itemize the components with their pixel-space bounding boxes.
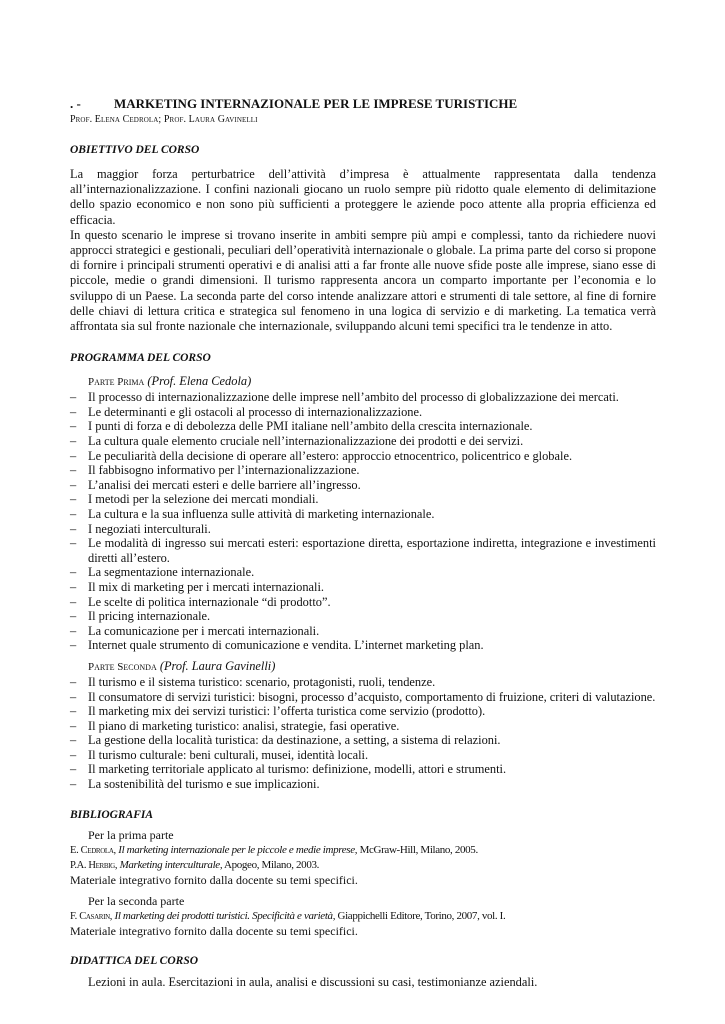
list-item xyxy=(70,733,656,748)
bib-author: F. Casarin, xyxy=(70,910,113,922)
list-item-text: La cultura quale elemento cruciale nell’internazionalizzazione dei prodotti e dei servizi. xyxy=(88,434,524,449)
list-item-text: La gestione della località turistica: da destinazione, a setting, a sistema di relazioni. xyxy=(88,733,501,748)
section-heading-programma: PROGRAMMA DEL CORSO xyxy=(70,352,211,365)
parte-prima-heading xyxy=(88,374,656,390)
dash-marker: – xyxy=(70,704,77,719)
list-item-text: L’analisi dei mercati esteri e delle barriere all’ingresso. xyxy=(88,477,361,492)
parte-seconda-label: Parte Seconda xyxy=(88,660,157,673)
list-item xyxy=(70,478,656,493)
list-item xyxy=(70,609,656,624)
list-item xyxy=(70,463,656,478)
dash-marker: – xyxy=(70,762,77,777)
list-item xyxy=(70,675,656,690)
list-item xyxy=(70,492,656,507)
didattica-text: Lezioni in aula. Esercitazioni in aula, analisi e discussioni su casi, testimonianze aziendali. xyxy=(88,974,538,989)
list-item xyxy=(70,390,656,405)
bib-author: E. Cedrola, xyxy=(70,844,116,856)
dash-marker: – xyxy=(70,718,77,733)
bib-title: Il marketing internazionale per le piccole e medie imprese, xyxy=(118,843,358,856)
list-item-text: La segmentazione internazionale. xyxy=(88,565,255,580)
bib-publisher: McGraw-Hill, Milano, 2005. xyxy=(359,843,478,856)
dash-marker: – xyxy=(70,579,77,594)
bib-entry-herbig xyxy=(70,858,656,873)
dash-marker: – xyxy=(70,390,77,405)
list-item-text: Il marketing mix dei servizi turistici: l’offerta turistica come servizio (prodotto). xyxy=(88,704,486,719)
bib-note-seconda: Materiale integrativo fornito dalla docente su temi specifici. xyxy=(70,923,358,938)
list-item-text: Il processo di internazionalizzazione delle imprese nell’ambito del processo di globalizzazione dei mercati. xyxy=(88,390,619,405)
dash-marker: – xyxy=(70,448,77,463)
list-item xyxy=(70,565,656,580)
section-heading-bibliografia: BIBLIOGRAFIA xyxy=(70,808,154,821)
list-item xyxy=(70,638,656,653)
list-item-text: Le scelte di politica internazionale “di prodotto”. xyxy=(88,594,331,609)
list-item xyxy=(70,777,656,792)
list-item xyxy=(70,580,656,595)
list-item-text: I negoziati interculturali. xyxy=(88,521,211,536)
list-item-text: I metodi per la selezione dei mercati mondiali. xyxy=(88,492,319,507)
list-item xyxy=(70,595,656,610)
bib-title: Marketing interculturale, xyxy=(119,858,223,871)
list-item-text: Il mix di marketing per i mercati internazionali. xyxy=(88,579,325,594)
list-item-text: Internet quale strumento di comunicazione e vendita. L’internet marketing plan. xyxy=(88,638,484,653)
dash-marker: – xyxy=(70,536,77,551)
dash-marker: – xyxy=(70,594,77,609)
list-item xyxy=(70,719,656,734)
dash-marker: – xyxy=(70,674,77,689)
list-item-text: Le peculiarità della decisione di operare all’estero: approccio etnocentrico, policentrico e globale. xyxy=(88,448,573,463)
bib-note-prima: Materiale integrativo fornito dalla docente su temi specifici. xyxy=(70,872,358,887)
dash-marker: – xyxy=(70,777,77,792)
list-item xyxy=(70,522,656,537)
list-item xyxy=(70,405,656,420)
list-item xyxy=(70,434,656,449)
dash-marker: – xyxy=(70,521,77,536)
list-item-text: I punti di forza e di debolezza delle PMI italiane nell’ambito della crescita internazionale. xyxy=(88,419,533,434)
obiettivo-paragraph-1: La maggior forza perturbatrice dell’attività d’impresa è attualmente rappresentata dalla tendenza all’internazionalizzazione. I confini nazionali giocano un ruolo sempre più ridotto quale elemento di delimitazione dello spazio economico e non sono più sufficienti a proteggere le aziende poco attente alla propria efficienza ed efficacia. xyxy=(70,167,656,227)
parte-prima-label: Parte Prima xyxy=(88,376,145,389)
course-title: MARKETING INTERNAZIONALE PER LE IMPRESE TURISTICHE xyxy=(114,96,518,111)
bib-title: Il marketing dei prodotti turistici. Specificità e varietà, xyxy=(114,909,336,922)
list-item xyxy=(70,624,656,639)
list-item-text: La comunicazione per i mercati internazionali. xyxy=(88,623,320,638)
list-item-text: Le determinanti e gli ostacoli al processo di internazionalizzazione. xyxy=(88,404,423,419)
dash-marker: – xyxy=(70,747,77,762)
list-item-text: Il pricing internazionale. xyxy=(88,609,211,624)
list-item-text: Il marketing territoriale applicato al turismo: definizione, modelli, attori e strumenti. xyxy=(88,762,507,777)
course-authors: Prof. Elena Cedrola; Prof. Laura Gavinelli xyxy=(70,114,258,125)
dash-marker: – xyxy=(70,434,77,449)
list-item xyxy=(70,419,656,434)
list-item xyxy=(70,536,656,565)
dash-marker: – xyxy=(70,463,77,478)
list-item-text: Le modalità di ingresso sui mercati esteri: esportazione diretta, esportazione indiretta, integrazione e investimenti diretti all’estero. xyxy=(88,536,656,565)
list-item-text: Il turismo culturale: beni culturali, musei, identità locali. xyxy=(88,747,369,762)
list-item-text: La sostenibilità del turismo e sue implicazioni. xyxy=(88,777,320,792)
dash-marker: – xyxy=(70,477,77,492)
bib-intro-seconda: Per la seconda parte xyxy=(88,893,185,908)
list-item-text: Il consumatore di servizi turistici: bisogni, processo d’acquisto, comportamento di fruizione, criteri di valutazione. xyxy=(88,689,656,704)
bib-entry-cedrola xyxy=(70,843,656,858)
list-item-text: Il fabbisogno informativo per l’internazionalizzazione. xyxy=(88,463,360,478)
bib-publisher: Apogeo, Milano, 2003. xyxy=(224,858,320,871)
dash-marker: – xyxy=(70,609,77,624)
section-heading-didattica: DIDATTICA DEL CORSO xyxy=(70,954,199,967)
parte-seconda-heading xyxy=(88,659,656,675)
dash-marker: – xyxy=(70,565,77,580)
bib-publisher: Giappichelli Editore, Torino, 2007, vol. I. xyxy=(337,909,506,922)
section-heading-obiettivo: OBIETTIVO DEL CORSO xyxy=(70,144,200,156)
parte-seconda-teacher: (Prof. Laura Gavinelli) xyxy=(159,658,276,673)
list-item xyxy=(70,690,656,705)
bib-author: P.A. Herbig, xyxy=(70,859,118,871)
parte-prima-teacher: (Prof. Elena Cedola) xyxy=(147,374,252,389)
dash-marker: – xyxy=(70,623,77,638)
dash-marker: – xyxy=(70,733,77,748)
list-item-text: Il piano di marketing turistico: analisi, strategie, fasi operative. xyxy=(88,718,400,733)
dash-marker: – xyxy=(70,404,77,419)
list-item xyxy=(70,449,656,464)
bib-entry-casarin xyxy=(70,909,656,924)
parte-seconda-list xyxy=(70,675,656,792)
course-number: . - xyxy=(70,96,81,111)
list-item-text: Il turismo e il sistema turistico: scenario, protagonisti, ruoli, tendenze. xyxy=(88,674,436,689)
list-item xyxy=(70,704,656,719)
dash-marker: – xyxy=(70,492,77,507)
dash-marker: – xyxy=(70,638,77,653)
bib-intro-prima: Per la prima parte xyxy=(88,827,174,842)
list-item-text: La cultura e la sua influenza sulle attività di marketing internazionale. xyxy=(88,506,435,521)
dash-marker: – xyxy=(70,506,77,521)
obiettivo-paragraph-2: In questo scenario le imprese si trovano inserite in ambiti sempre più ampi e complessi, tanto da richiedere nuovi approcci strategici e gestionali, peculiari dell’operatività internazionale o globale. La prima parte del corso si propone di fornire i principali strumenti operativi e di analisi atti a far fronte alle nuove sfide poste alle imprese, siano esse di piccole, medie o grandi dimensioni. Il turismo rappresenta ancora un comparto importante per l’economia e lo sviluppo di un Paese. La seconda parte del corso intende analizzare attori e strumenti di tale settore, al fine di fornire delle chiavi di lettura critica e strategica sul fenomeno in una logica di servizio e di marketing. La tematica verrà affrontata sia sul fronte nazionale che internazionale, sviluppando alcuni temi specifici tra le tendenze in atto. xyxy=(70,227,656,334)
parte-prima-list xyxy=(70,390,656,653)
list-item xyxy=(70,507,656,522)
list-item xyxy=(70,762,656,777)
list-item xyxy=(70,748,656,763)
document-page xyxy=(70,96,656,990)
course-title-row xyxy=(70,96,656,112)
dash-marker: – xyxy=(70,689,77,704)
dash-marker: – xyxy=(70,419,77,434)
